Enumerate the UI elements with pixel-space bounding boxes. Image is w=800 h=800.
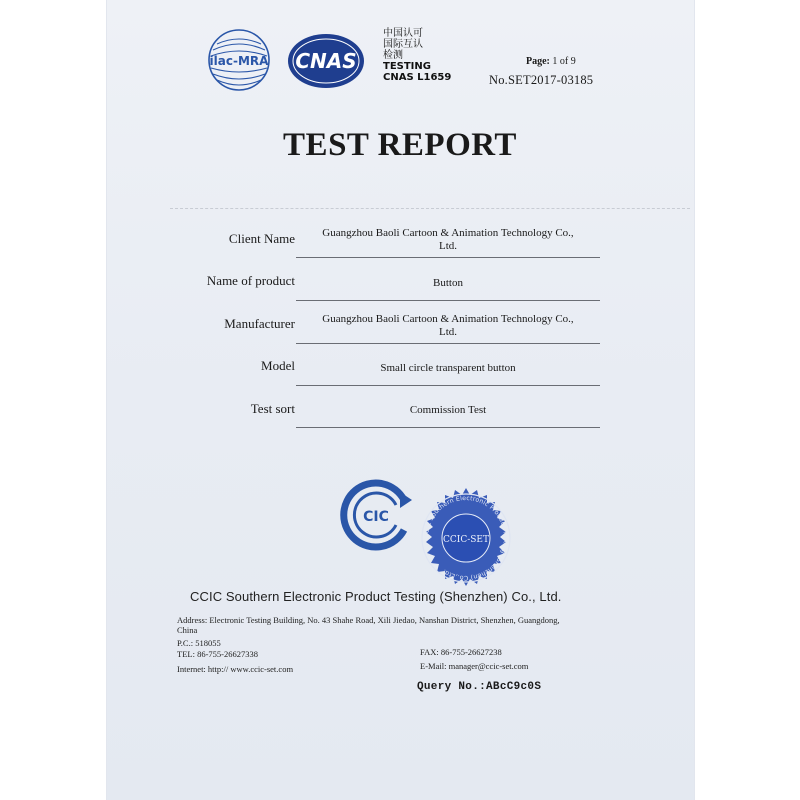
query-label: Query No.: bbox=[417, 681, 487, 693]
field-value-line2: Ltd. bbox=[438, 326, 458, 338]
cnas-accreditation-text bbox=[383, 28, 451, 83]
pc-label: P.C.: bbox=[177, 638, 194, 648]
field-label-model: Model bbox=[261, 358, 295, 373]
address-line2: China bbox=[177, 625, 198, 635]
field-value-test-sort: Commission Test bbox=[409, 404, 487, 416]
page-title: TEST REPORT bbox=[283, 127, 517, 163]
fax-value: 86-755-26627238 bbox=[440, 647, 502, 657]
seal-ring-text: CCIC Southern Electronic Product Testing (Shenzhen) Co.,Ltd. bbox=[422, 494, 510, 582]
ilac-mra-logo bbox=[207, 28, 271, 92]
cnas-cn-line2: 国际互认 bbox=[383, 39, 423, 50]
cnas-testing: TESTING bbox=[383, 61, 431, 72]
page-label: Page: bbox=[526, 56, 550, 67]
company-name: CCIC Southern Electronic Product Testing (Shenzhen) Co., Ltd. bbox=[190, 589, 562, 604]
internet bbox=[177, 664, 293, 674]
address-value: Electronic Testing Building, No. 43 Shahe Road, Xili Jiedao, Nanshan District, Shenzhen, Guangdong, bbox=[209, 615, 560, 625]
page-value: 1 of 9 bbox=[552, 56, 576, 67]
field-value-line2: Ltd. bbox=[438, 240, 458, 252]
field-value-line1: Guangzhou Baoli Cartoon & Animation Technology Co., bbox=[322, 227, 574, 239]
field-value-line1: Guangzhou Baoli Cartoon & Animation Technology Co., bbox=[322, 313, 574, 325]
field-value-model: Small circle transparent button bbox=[380, 362, 516, 374]
internet-label: Internet: bbox=[177, 664, 206, 674]
report-number: No.SET2017-03185 bbox=[489, 73, 594, 87]
tel-value: 86-755-26627338 bbox=[197, 649, 258, 659]
page-number bbox=[526, 56, 576, 67]
internet-value[interactable]: http:// www.ccic-set.com bbox=[207, 664, 294, 674]
field-label-manufacturer: Manufacturer bbox=[224, 316, 295, 331]
field-value-client-name bbox=[298, 227, 598, 253]
address-label: Address: bbox=[177, 615, 208, 625]
field-underline bbox=[296, 343, 600, 344]
divider bbox=[170, 208, 690, 209]
pc-value: 518055 bbox=[195, 638, 221, 648]
official-seal bbox=[414, 486, 518, 590]
query-number bbox=[417, 681, 541, 693]
field-underline bbox=[296, 257, 600, 258]
field-underline bbox=[296, 385, 600, 386]
document-page bbox=[107, 0, 694, 800]
seal-center-text: CCIC-SET bbox=[443, 535, 489, 545]
field-value-product-name: Button bbox=[433, 277, 463, 289]
field-underline bbox=[296, 300, 600, 301]
field-underline bbox=[296, 427, 600, 428]
cnas-code: CNAS L1659 bbox=[383, 72, 452, 83]
field-value-manufacturer bbox=[298, 313, 598, 339]
address-block bbox=[177, 615, 607, 635]
ccic-logo bbox=[338, 478, 416, 552]
telephone bbox=[177, 649, 258, 659]
fax bbox=[420, 647, 502, 657]
cnas-logo bbox=[286, 32, 366, 90]
fax-label: FAX: bbox=[420, 647, 439, 657]
postal-code bbox=[177, 638, 221, 648]
tel-label: TEL: bbox=[177, 649, 195, 659]
cnas-cn-line1: 中国认可 bbox=[383, 28, 423, 39]
cnas-cn-line3: 检测 bbox=[383, 50, 403, 61]
ilac-logo-text: ilac-MRA bbox=[209, 54, 269, 68]
field-label-product-name: Name of product bbox=[206, 273, 295, 288]
email bbox=[420, 661, 528, 671]
cnas-logo-text: CNAS bbox=[295, 49, 357, 73]
email-label: E-Mail: bbox=[420, 661, 447, 671]
ccic-logo-text: CIC bbox=[363, 509, 389, 525]
field-label-test-sort: Test sort bbox=[250, 401, 295, 416]
field-label-client-name: Client Name bbox=[228, 231, 295, 246]
query-value: ABcC9c0S bbox=[486, 681, 542, 693]
email-value[interactable]: manager@ccic-set.com bbox=[448, 661, 529, 671]
